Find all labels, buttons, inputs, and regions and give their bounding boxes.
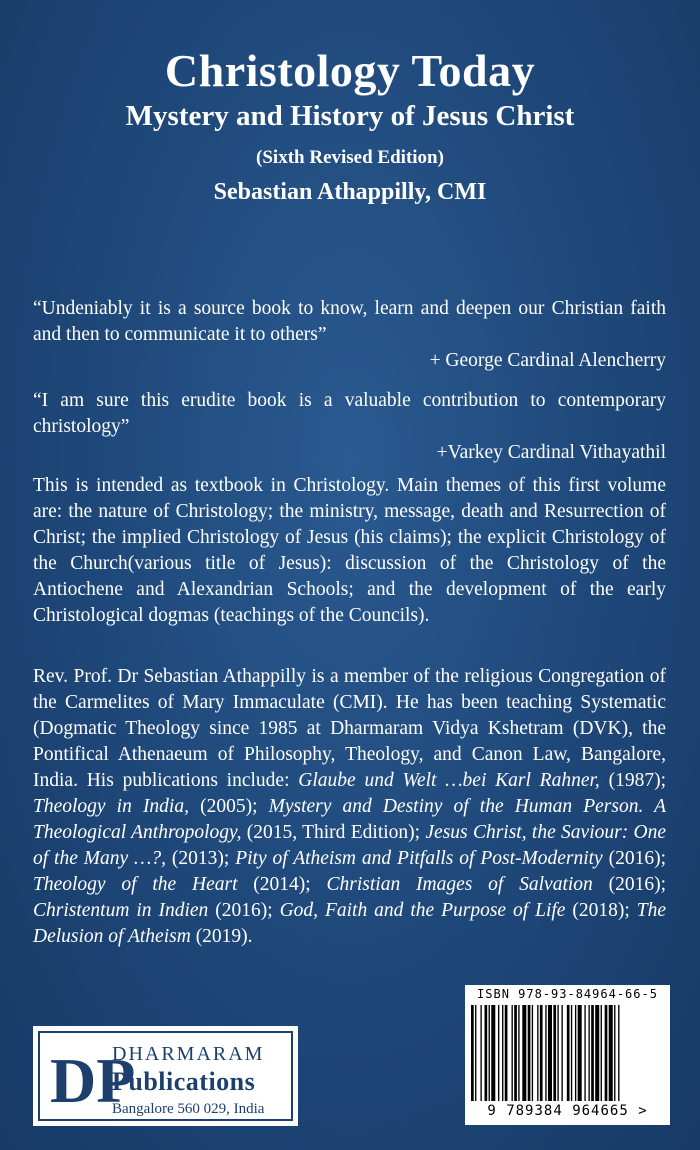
monogram-letters: DP (50, 1045, 136, 1116)
barcode-bar (480, 1005, 481, 1101)
publisher-logo-box (33, 1026, 298, 1126)
barcode-bar (532, 1005, 533, 1101)
barcode-number: 9 789384 964665 > (487, 1103, 648, 1119)
quote-text: “Undeniably it is a source book to know, learn and deepen our Christian faith and then to communicate it to others” (33, 298, 666, 345)
barcode-bar (475, 1005, 476, 1101)
edition-label: (Sixth Revised Edition) (256, 147, 444, 168)
barcode-bar (540, 1005, 543, 1101)
work-detail: (2016); (602, 848, 667, 869)
barcode-bar (567, 1005, 570, 1101)
work-title: Glaube und Welt …bei Karl Rahner, (298, 770, 600, 791)
work-detail: (2018); (565, 900, 637, 921)
quote-attribution: + George Cardinal Alencherry (429, 350, 666, 371)
publisher-name-line2: Publications (112, 1067, 256, 1096)
work-detail: (2013); (166, 848, 236, 869)
description-text: This is intended as textbook in Christology. Main themes of this first volume are: the nature of Christology; the ministry, message, death and Resurrection of Christ; the implied Christology of Jesus (his claims); the explicit Christology of the Church(various title of Jesus): discussion of the Christology of the Antiochene and Alexandrian Schools; and the development of the early Christological dogmas (teachings of the Councils). (33, 475, 666, 626)
work-detail: (2014); (237, 874, 327, 895)
endorsement-quote-1 (33, 296, 666, 374)
work-title: Theology of the Heart (33, 874, 238, 895)
barcode-bar (578, 1005, 582, 1101)
barcode-bar (505, 1005, 508, 1101)
work-detail: (2015, Third Edition); (241, 822, 426, 843)
barcode-bar (514, 1005, 517, 1101)
barcode-bar (588, 1005, 589, 1101)
work-detail: (2005); (188, 796, 269, 817)
work-title: Christian Images of Salvation (326, 874, 593, 895)
barcode-bar (595, 1005, 599, 1101)
barcode-bar (502, 1005, 503, 1101)
quote-attribution: +Varkey Cardinal Vithayathil (436, 442, 666, 463)
book-description (33, 473, 666, 629)
work-title: Jesus Christ, the Saviour: One of the Many …?, (33, 822, 667, 869)
work-detail: (2019). (190, 926, 253, 947)
barcode-bar (614, 1005, 615, 1101)
work-detail: (2016); (592, 874, 666, 895)
work-detail: (1987); (599, 770, 666, 791)
work-title: God, Faith and the Purpose of Life (279, 900, 566, 921)
barcode-bar (545, 1005, 546, 1101)
author-name: Sebastian Athappilly, CMI (213, 179, 487, 205)
publisher-address: Bangalore 560 029, India (112, 1101, 265, 1117)
barcode-bar (553, 1005, 556, 1101)
work-title: Christentum in Indien (33, 900, 209, 921)
barcode-bar (522, 1005, 526, 1101)
barcode-bar (609, 1005, 613, 1101)
work-title: Pity of Atheism and Pitfalls of Post-Modernity (235, 848, 603, 869)
barcode-bar (548, 1005, 552, 1101)
barcode-bar (528, 1005, 531, 1101)
barcode-bars-icon (471, 1005, 664, 1101)
barcode-bar (518, 1005, 519, 1101)
book-subtitle: Mystery and History of Jesus Christ (125, 100, 575, 132)
barcode-bar (584, 1005, 585, 1101)
barcode-bar (489, 1005, 490, 1101)
barcode-bar (498, 1005, 499, 1101)
quote-text: “I am sure this erudite book is a valuable contribution to contemporary christology” (33, 390, 666, 437)
barcode-bar (512, 1005, 513, 1101)
barcode-bar (485, 1005, 488, 1101)
barcode-bar (561, 1005, 562, 1101)
barcode-bar (571, 1005, 572, 1101)
work-title: The Delusion of Atheism (33, 900, 666, 947)
work-title: Mystery and Destiny of the Human Person. A Theological Anthropology, (33, 796, 667, 843)
cover-header (0, 45, 700, 206)
publisher-name: DHARMARAM (112, 1043, 265, 1065)
isbn-barcode (465, 985, 670, 1125)
isbn-label: ISBN 978-93-84964-66-5 (477, 987, 658, 1001)
barcode-bar (557, 1005, 558, 1101)
work-title: Theology in India, (33, 796, 189, 817)
author-bio (33, 664, 666, 950)
work-detail: (2016); (208, 900, 280, 921)
endorsement-quote-2 (33, 388, 666, 466)
publisher-border (38, 1031, 293, 1121)
dp-monogram-icon (50, 1045, 136, 1117)
barcode-bar (605, 1005, 608, 1101)
barcode-bar (591, 1005, 594, 1101)
barcode-bar (601, 1005, 602, 1101)
bio-paragraph (33, 664, 666, 950)
barcode-bar (471, 1005, 474, 1101)
barcode-bar (491, 1005, 495, 1101)
book-title: Christology Today (164, 45, 536, 96)
barcode-bar (618, 1005, 619, 1101)
bio-intro: Rev. Prof. Dr Sebastian Athappilly is a member of the religious Congregation of the Carmelites of Mary Immaculate (CMI). He has been teaching Systematic (Dogmatic Theology since 1985 at Dharmaram Vidya Kshetram (DVK), the Pontifical Athenaeum of Philosophy, Theology, and Canon Law, Bangalore, India. His publications include: (33, 666, 666, 791)
barcode-bar (575, 1005, 576, 1101)
barcode-bar (537, 1005, 538, 1101)
